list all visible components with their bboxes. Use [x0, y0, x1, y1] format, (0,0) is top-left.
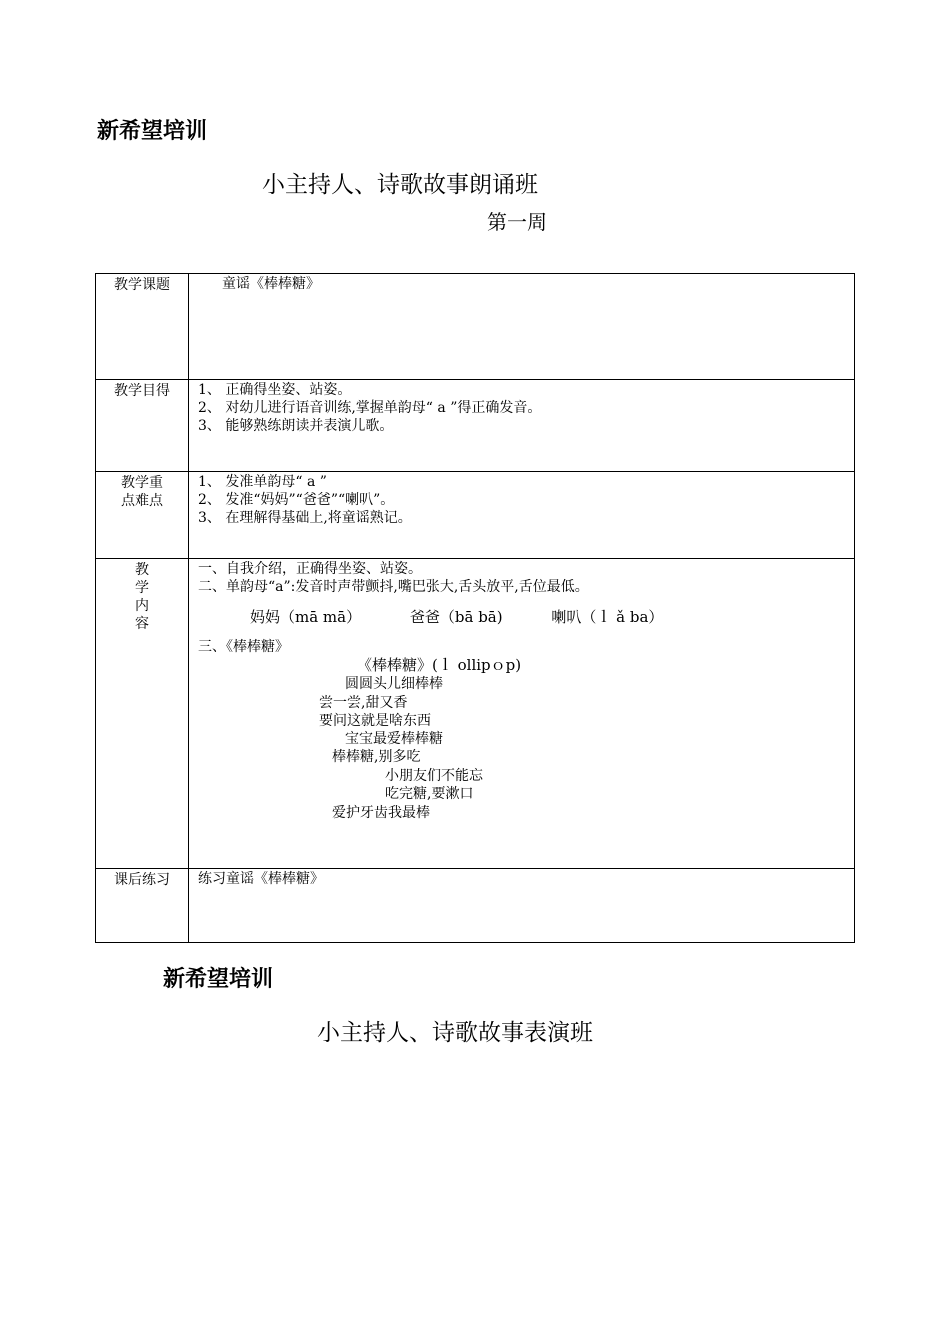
poem-title: 《棒棒糖》(ｌ ollipｏp) [357, 656, 522, 674]
poem-line: 爱护牙齿我最棒 [332, 805, 430, 821]
topic-value: 童谣《棒棒糖》 [222, 276, 320, 292]
poem-line: 棒棒糖,别多吃 [332, 749, 421, 765]
poem-line: 宝宝最爱棒棒糖 [345, 731, 443, 747]
content-label-char: 内 [135, 598, 149, 614]
lesson-plan-table [95, 273, 855, 943]
content-label-char: 学 [135, 580, 149, 596]
content-label [96, 559, 189, 869]
poem-line: 要问这就是啥东西 [319, 713, 431, 729]
poem-line: 圆圆头儿细棒棒 [345, 676, 443, 692]
poem [198, 656, 854, 828]
goal-item: 1、 正确得坐姿、站姿。 [198, 382, 352, 398]
homework-row [96, 869, 855, 943]
organization-name: 新希望培训 [97, 119, 208, 144]
content-line: 二、单韵母“a”:发音时声带颤抖,嘴巴张大,舌头放平,舌位最低。 [198, 579, 589, 595]
goal-item: 2、 对幼儿进行语音训练,掌握单韵母“ a ”得正确发音。 [198, 400, 542, 416]
key-points-label-line: 教学重 [121, 475, 163, 491]
key-point-item: 2、 发准“妈妈”“爸爸”“喇叭”。 [198, 492, 395, 508]
section-three-heading: 三、《棒棒糖》 [198, 639, 289, 655]
key-points-cell [189, 472, 855, 559]
poem-line: 吃完糖,要漱口 [385, 786, 474, 802]
poem-line: 小朋友们不能忘 [385, 768, 483, 784]
key-point-item: 1、 发准单韵母“ a ” [198, 474, 327, 490]
class-title-second: 小主持人、诗歌故事表演班 [317, 1020, 593, 1046]
key-point-item: 3、 在理解得基础上,将童谣熟记。 [198, 510, 412, 526]
class-title: 小主持人、诗歌故事朗诵班 [262, 172, 538, 198]
topic-row [96, 274, 855, 380]
homework-value-cell [189, 869, 855, 943]
key-points-label-line: 点难点 [121, 493, 163, 509]
homework-label: 课后练习 [96, 869, 189, 943]
goals-cell [189, 380, 855, 472]
content-line: 一、自我介绍，正确得坐姿、站姿。 [198, 561, 422, 577]
content-cell [189, 559, 855, 869]
pinyin-example: 爸爸（bā bā) [409, 608, 503, 626]
goal-item: 3、 能够熟练朗读并表演儿歌。 [198, 418, 394, 434]
goals-row [96, 380, 855, 472]
content-row [96, 559, 855, 869]
topic-label: 教学课题 [96, 274, 189, 380]
pinyin-example: 喇叭（ｌ ǎ ba） [551, 608, 664, 626]
pinyin-examples [198, 608, 854, 626]
topic-value-cell [189, 274, 855, 380]
pinyin-example: 妈妈（mā mā） [250, 608, 362, 626]
key-points-label [96, 472, 189, 559]
homework-value: 练习童谣《棒棒糖》 [198, 871, 324, 887]
content-label-char: 容 [135, 616, 149, 632]
key-points-row [96, 472, 855, 559]
content-label-char: 教 [135, 562, 149, 578]
organization-name-second: 新希望培训 [163, 967, 274, 992]
week-label: 第一周 [487, 210, 547, 234]
goals-label: 教学目得 [96, 380, 189, 472]
poem-line: 尝一尝,甜又香 [319, 695, 408, 711]
